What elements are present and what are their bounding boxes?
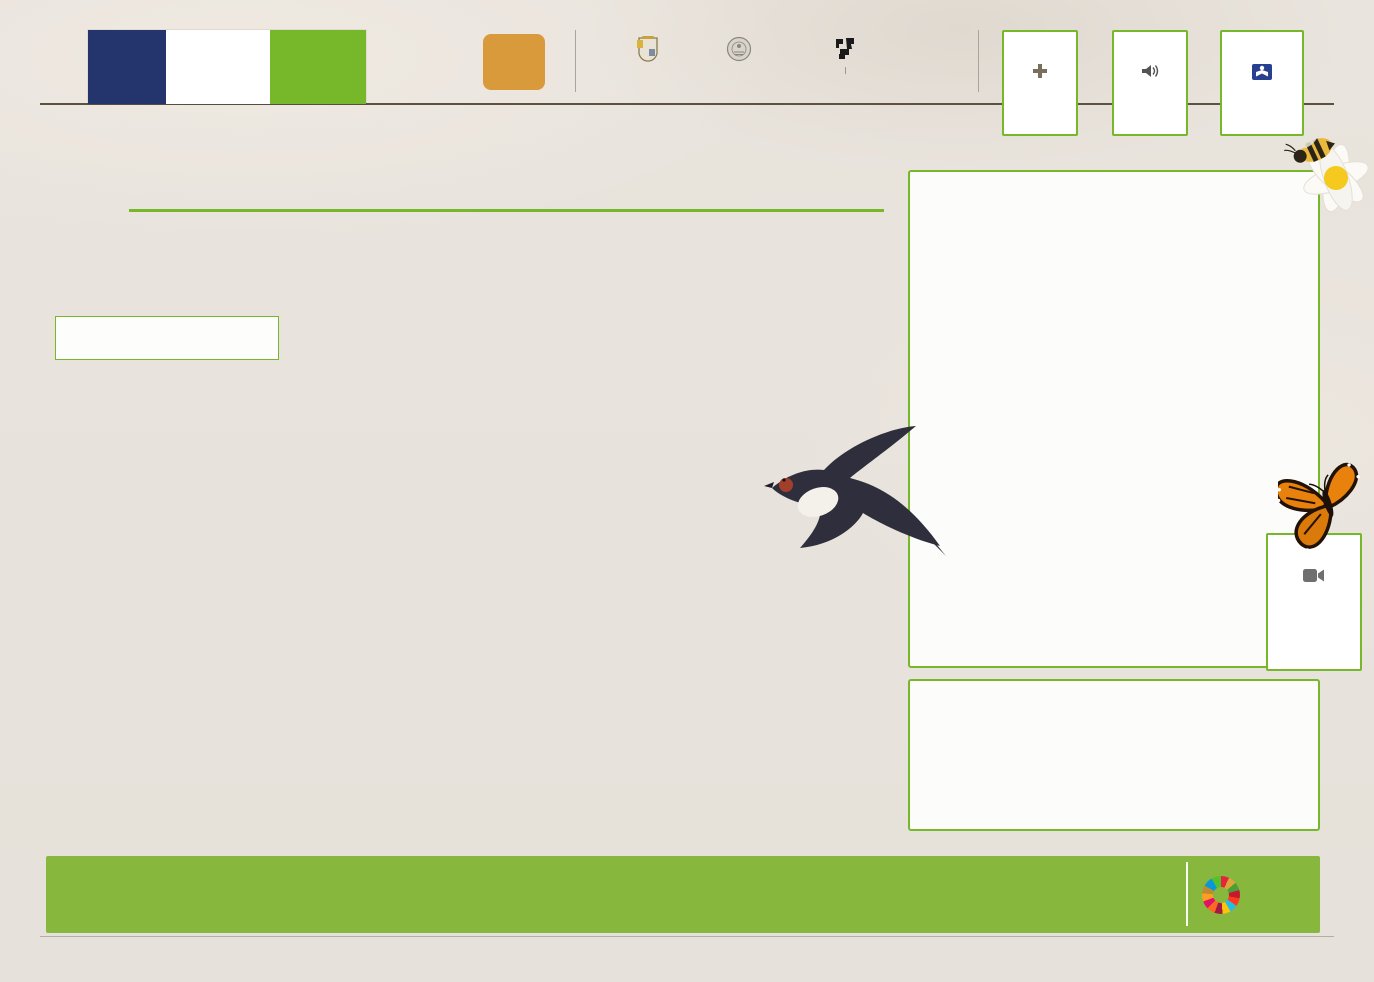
footer-divider: [1186, 862, 1188, 926]
upv-tree-icon: [790, 34, 900, 64]
monarch-butterfly-illustration: [1278, 446, 1374, 569]
savia-logo: [270, 30, 366, 104]
usal-logo: [696, 34, 782, 67]
ayuntamiento-shield-icon: [608, 34, 688, 64]
header-vertical-divider-2: [978, 30, 979, 92]
qr-box-ver: [1002, 30, 1078, 136]
ayuntamiento-logo: [608, 34, 688, 68]
easy-read-icon: [1222, 62, 1302, 80]
tree-legend: [55, 316, 279, 360]
actions-panel: [908, 170, 1320, 668]
upv-logo: [790, 34, 900, 74]
pvu-logo: [468, 34, 560, 93]
project-footer: [46, 856, 1320, 933]
title-underline: [129, 209, 884, 212]
sdg-wheel-icon: [1202, 876, 1240, 914]
life-eu-logo: [88, 30, 166, 104]
project-logo-strip: [88, 30, 366, 104]
header-vertical-divider-1: [575, 30, 576, 92]
fine-print-divider: [40, 936, 1334, 937]
swallow-illustration: [760, 424, 950, 579]
garden-plan-map: [60, 318, 900, 850]
footer-qr-life: [894, 863, 1044, 884]
footer-qr-savia: [1034, 863, 1184, 884]
via-de-la-plata-logo: [166, 30, 270, 104]
life-logo-text: [88, 47, 165, 58]
changes-panel: [908, 679, 1320, 831]
bee-illustration: [1258, 116, 1374, 233]
usal-seal-icon: [696, 34, 782, 64]
plus-icon: [1004, 62, 1076, 80]
qr-box-audio: [1112, 30, 1188, 136]
pvu-abbr: [483, 34, 545, 90]
speaker-icon: [1114, 62, 1186, 80]
video-icon[interactable]: [1268, 568, 1360, 588]
garden-map-svg: [60, 318, 900, 850]
